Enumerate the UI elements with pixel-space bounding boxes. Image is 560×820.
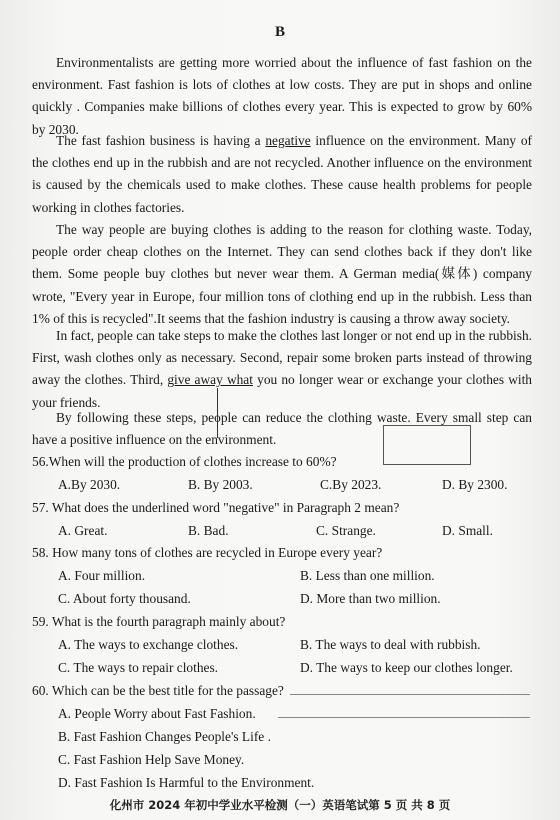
paragraph-text: you no longer wear or exchange your clothes with your friends. <box>32 372 532 410</box>
q58-option-d[interactable]: D. More than two million. <box>300 591 441 606</box>
q57-option-c[interactable]: C. Strange. <box>316 523 376 538</box>
paragraph-text: By following these steps, people can reduce the clothing waste. Every small step can have a positive influence on the environment. <box>32 410 532 448</box>
q58-option-b[interactable]: B. Less than one million. <box>300 568 435 583</box>
paragraph-text: Environmentalists are getting more worried about the influence of fast fashion on the environment. Fast fashion is lots of clothes at low costs. They are put in shops and online quickly . Companies make billions of clothes every year. This is expected to grow by 60% by 2030. <box>32 55 532 137</box>
q60-option-d[interactable]: D. Fast Fashion Is Harmful to the Environment. <box>58 775 315 790</box>
question-60-stem: 60. Which can be the best title for the passage? <box>32 683 284 698</box>
passage-paragraph-4 <box>32 325 532 414</box>
q59-option-d[interactable]: D. The ways to keep our clothes longer. <box>300 660 513 675</box>
answer-line <box>290 694 530 695</box>
q60-option-c[interactable]: C. Fast Fashion Help Save Money. <box>58 752 245 767</box>
underlined-word-negative: negative <box>265 133 311 148</box>
paragraph-text: In fact, people can take steps to make the clothes last longer or not end up in the rubbish. First, wash clothes only as necessary. Second, repair some broken parts instead of throwing away the clothes. Third, <box>32 328 532 388</box>
question-57-stem: 57. What does the underlined word "negative" in Paragraph 2 mean? <box>32 500 400 515</box>
question-59-stem: 59. What is the fourth paragraph mainly about? <box>32 614 286 629</box>
underlined-phrase: give away what <box>167 372 253 388</box>
q59-option-c[interactable]: C. The ways to repair clothes. <box>58 660 219 675</box>
q59-option-a[interactable]: A. The ways to exchange clothes. <box>58 637 239 652</box>
q56-option-d[interactable]: D. By 2300. <box>442 477 508 492</box>
q56-option-c[interactable]: C.By 2023. <box>320 477 382 492</box>
passage-paragraph-2 <box>32 130 532 219</box>
paragraph-text: The fast fashion business is having a <box>56 133 266 148</box>
q57-option-d[interactable]: D. Small. <box>442 523 493 538</box>
q57-option-b[interactable]: B. Bad. <box>188 523 229 538</box>
section-label: B <box>274 24 285 40</box>
paragraph-text: influence on the environment. Many of the clothes end up in the rubbish and are not recycled. Another influence on the environment is caused by the chemicals used to make clothes. These cause health problems for people working in clothes factories. <box>32 133 532 215</box>
pencil-line-mark <box>217 388 218 438</box>
question-58-stem: 58. How many tons of clothes are recycled in Europe every year? <box>32 545 383 560</box>
q58-option-a[interactable]: A. Four million. <box>58 568 146 583</box>
paragraph-text: The way people are buying clothes is adding to the reason for clothing waste. Today, people order cheap clothes on the Internet. They can send clothes back if they don't like them. Some people buy clothes but never wear them. A German media(媒体) company wrote, "Every year in Europe, four million tons of clothing end up in the rubbish. Less than 1% of this is recycled".It seems that the fashion industry is causing a throw away society. <box>32 222 532 326</box>
q56-option-a[interactable]: A.By 2030. <box>58 477 121 492</box>
q58-option-c[interactable]: C. About forty thousand. <box>58 591 191 606</box>
q56-option-b[interactable]: B. By 2003. <box>188 477 253 492</box>
q60-option-b[interactable]: B. Fast Fashion Changes People's Life . <box>58 729 271 744</box>
q59-option-b[interactable]: B. The ways to deal with rubbish. <box>300 637 481 652</box>
q60-option-a[interactable]: A. People Worry about Fast Fashion. <box>58 706 256 721</box>
q57-option-a[interactable]: A. Great. <box>58 523 108 538</box>
answer-line <box>278 717 530 718</box>
passage-paragraph-3 <box>32 219 532 330</box>
page-footer: 化州市 2024 年初中学业水平检测（一）英语笔试第 5 页 共 8 页 <box>109 798 451 812</box>
question-56-stem: 56.When will the production of clothes increase to 60%? <box>32 454 337 469</box>
passage-paragraph-1 <box>32 52 532 141</box>
